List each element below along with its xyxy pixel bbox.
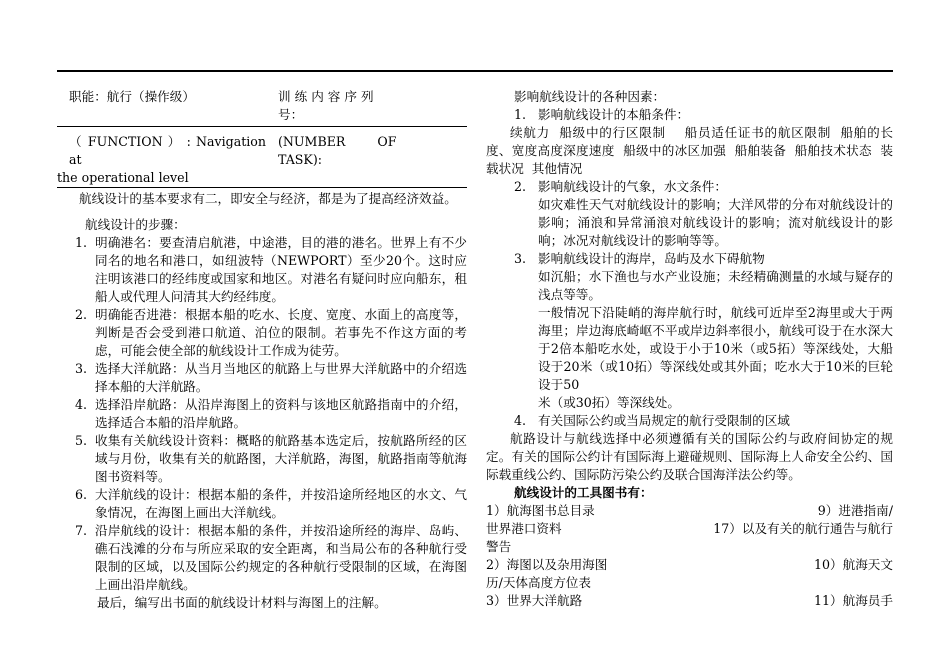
factor-1-body: 续航力 船级中的行区限制 船员适任证书的航区限制 船舶的长度、宽度高度深度速度 船级中的冰区加强 船舶装备 船舶技术状态 装载状况 其他情况 bbox=[486, 125, 893, 176]
steps-list bbox=[57, 234, 467, 594]
tool-item: 17）以及有关的航行通告与航行 bbox=[713, 521, 893, 536]
tool-item: 9）进港指南/ bbox=[817, 503, 893, 518]
tools-title: 航线设计的工具图书有： bbox=[514, 485, 653, 500]
tool-item: 3）世界大洋航路 bbox=[486, 593, 583, 608]
factor-3-body-1: 如沉船；水下渔也与水产业设施；未经精确测量的水域与疑存的浅点等等。 bbox=[538, 269, 893, 302]
step-item: 4. 选择沿岸航路：从沿岸海图上的资料与该地区航路指南中的介绍，选择适合本船的沿岸航路。 bbox=[75, 397, 467, 430]
left-column bbox=[57, 88, 467, 612]
factor-3-title: 3. 影响航线设计的海岸，岛屿及水下碍航物 bbox=[514, 251, 765, 266]
tool-row-3 bbox=[486, 556, 893, 574]
step-item: 3. 选择大洋航路：从当月当地区的航路上与世界大洋航路中的介绍选择本船的大洋航路。 bbox=[75, 361, 467, 394]
header-table bbox=[57, 88, 467, 187]
closing-paragraph: 最后，编写出书面的航线设计材料与海图上的注解。 bbox=[97, 595, 387, 610]
tool-item: 11）航海员手 bbox=[814, 593, 893, 608]
tool-item: 10）航海天文 bbox=[814, 557, 893, 572]
step-item: 1. 明确港名：要查清启航港，中途港，目的港的港名。世界上有不少同名的地名和港口，如纽波特（NEWPORT）至少20个。这时应注明该港口的经纬度或国家和地区。对港名有疑问时应向船东，租船人或代理人问清其大约经纬度。 bbox=[75, 235, 467, 304]
function-cell bbox=[57, 88, 266, 127]
tool-item: 历/天体高度方位表 bbox=[486, 575, 591, 590]
factor-2-title: 2. 影响航线设计的气象，水文条件： bbox=[514, 179, 727, 194]
function-en-line1: （ FUNCTION ） : Navigation at bbox=[69, 134, 266, 167]
step-item: 5. 收集有关航线设计资料：概略的航路基本选定后，按航路所经的区域与月份，收集有关的航路图，大洋航路，海图，航路指南等航海图书资料等。 bbox=[75, 433, 467, 484]
task-cell bbox=[266, 88, 467, 127]
factor-4-title: 4. 有关国际公约或当局规定的航行受限制的区域 bbox=[514, 413, 790, 428]
step-item: 6. 大洋航线的设计：根据本船的条件，并按沿途所经地区的水文、气象情况，在海图上画出大洋航线。 bbox=[75, 487, 467, 520]
factor-1-title: 1. 影响航线设计的本船条件： bbox=[514, 107, 690, 122]
factor-3-body-2: 一般情况下沿陡峭的海岸航行时，航线可近岸至2海里或大于两海里；岸边海底崎岖不平或岸边斜率很小，航线可设于在水深大于2倍本船吃水处，或设于小于10米（或5拓）等深线处，大船设于20米（或10拓）等深线处或其外面；吃水大于10米的巨轮设于50 bbox=[538, 305, 893, 392]
tool-item: 1）航海图书总目录 bbox=[486, 503, 595, 518]
tool-row-4 bbox=[486, 592, 893, 610]
right-column bbox=[486, 88, 893, 610]
task-label-line2: 号： bbox=[278, 107, 304, 122]
tool-item: 2）海图以及杂用海图 bbox=[486, 557, 608, 572]
factor-4-body: 航路设计与航线选择中必须遵循有关的国际公约与政府间协定的规定。有关的国际公约计有国际海上避碰规则、国际海上人命安全公约、国际载重线公约、国际防污染公约及联合国海洋法公约等。 bbox=[486, 431, 893, 482]
function-en-line2: the operational level bbox=[57, 170, 189, 185]
factor-2-body: 如灾难性天气对航线设计的影响；大洋风带的分布对航线设计的影响；涌浪和异常涌浪对航线设计的影响；流对航线设计的影响；冰况对航线设计的影响等等。 bbox=[538, 197, 893, 248]
task-en-line1: (NUMBER OF bbox=[278, 134, 397, 149]
tool-row-1 bbox=[486, 502, 893, 520]
factors-title: 影响航线设计的各种因素： bbox=[514, 89, 666, 104]
tool-item: 世界港口资料 bbox=[486, 521, 562, 536]
tool-item: 警告 bbox=[486, 539, 512, 554]
task-en-cell bbox=[266, 127, 467, 188]
steps-title: 航线设计的步骤： bbox=[85, 217, 186, 232]
factor-3-body-3: 米（或30拓）等深线处。 bbox=[538, 395, 680, 410]
task-en-line2: TASK): bbox=[278, 152, 322, 167]
function-label: 职能：航行（操作级） bbox=[69, 89, 195, 104]
step-item: 2. 明确能否进港：根据本船的吃水、长度、宽度、水面上的高度等，判断是否会受到港口航道、泊位的限制。若事先不作这方面的考虑，可能会使全部的航线设计工作成为徒劳。 bbox=[75, 307, 467, 358]
tool-row-2 bbox=[486, 520, 893, 538]
top-rule bbox=[57, 70, 893, 72]
step-item: 7. 沿岸航线的设计：根据本船的条件，并按沿途所经的海岸、岛屿、礁石浅滩的分布与所应采取的安全距离，和当局公布的各种航行受限制的区域，以及国际公约规定的各种航行受限制的区域，在海图上画出沿岸航线。 bbox=[75, 523, 467, 592]
task-label-line1: 训 练 内 容 序 列 bbox=[278, 89, 374, 104]
function-en-cell bbox=[57, 127, 266, 188]
intro-paragraph: 航线设计的基本要求有二，即安全与经济，都是为了提高经济效益。 bbox=[79, 191, 457, 206]
